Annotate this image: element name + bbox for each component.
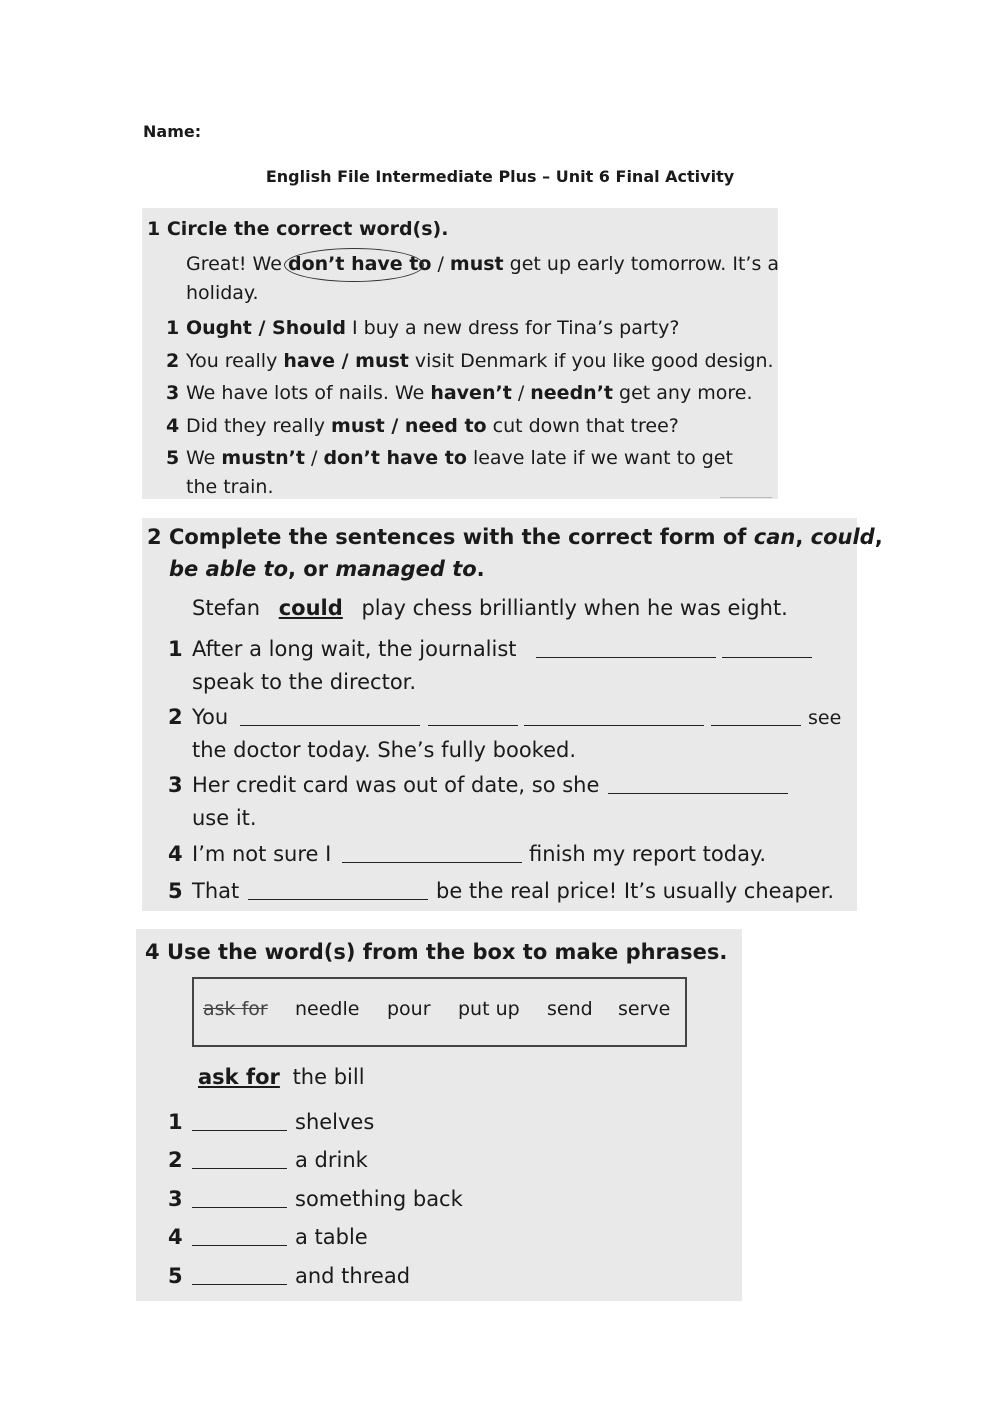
- word-could: could: [810, 525, 875, 549]
- answer-blank[interactable]: [608, 792, 788, 794]
- exercise-4-heading: [145, 940, 727, 964]
- punct: .: [476, 557, 485, 581]
- item-text: That: [192, 879, 240, 903]
- box-word: ask for: [203, 998, 268, 1020]
- item-text: visit Denmark if you like good design.: [408, 350, 774, 372]
- exercise-1-example: [186, 253, 779, 275]
- example-text-end: get up early tomorrow. It’s a: [503, 253, 780, 275]
- item-text-cont: speak to the director.: [192, 670, 417, 694]
- item-number: 1: [166, 317, 180, 339]
- example-text: Great! We: [186, 253, 288, 275]
- item-text-cont: the doctor today. She’s fully booked.: [192, 738, 577, 762]
- answer-blank[interactable]: [192, 1206, 287, 1208]
- item-text: /: [304, 447, 324, 469]
- punct: ,: [795, 525, 811, 549]
- ex1-item-1: [186, 317, 679, 339]
- item-text: something back: [295, 1187, 463, 1211]
- answer-blank[interactable]: [524, 724, 704, 726]
- answer-blank[interactable]: [428, 724, 518, 726]
- exercise-1-heading: [147, 218, 448, 240]
- answer-blank[interactable]: [722, 656, 812, 658]
- item-text: I’m not sure I: [192, 842, 332, 866]
- example-text-end: play chess brilliantly when he was eight.: [354, 596, 788, 620]
- ex1-item-2: [186, 350, 774, 372]
- ex1-item-3: [186, 382, 753, 404]
- answer-option[interactable]: don’t have to: [323, 447, 467, 469]
- item-text: We: [186, 447, 222, 469]
- item-text: shelves: [295, 1110, 375, 1134]
- exercise-4-title: Use the word(s) from the box to make phrases.: [166, 940, 728, 964]
- item-text: a drink: [295, 1148, 368, 1172]
- example-separator: /: [431, 253, 450, 275]
- answer-option[interactable]: Ought / Should: [186, 317, 346, 339]
- item-text-cont: use it.: [192, 806, 257, 830]
- item-5-continuation: the train.: [186, 476, 274, 498]
- item-text: see: [808, 707, 842, 729]
- word-managed-to: managed to: [335, 557, 477, 581]
- item-number: 4: [166, 415, 180, 437]
- answer-blank[interactable]: [342, 861, 522, 863]
- box-word: pour: [387, 998, 431, 1020]
- name-label: Name:: [143, 122, 202, 141]
- item-text: /: [511, 382, 531, 404]
- example-text: the bill: [292, 1065, 365, 1089]
- worksheet-title: English File Intermediate Plus – Unit 6 Final Activity: [265, 167, 735, 186]
- exercise-4-example: [192, 1065, 365, 1089]
- item-text: After a long wait, the journalist: [192, 637, 517, 661]
- answer-option[interactable]: needn’t: [530, 382, 613, 404]
- exercise-2-heading-cont: [169, 557, 485, 581]
- item-number: 3: [168, 1187, 183, 1211]
- item-text: a table: [295, 1225, 368, 1249]
- item-number: 4: [168, 842, 183, 866]
- item-number: 1: [168, 1110, 183, 1134]
- item-text: We have lots of nails. We: [186, 382, 431, 404]
- item-text: and thread: [295, 1264, 411, 1288]
- punct: ,: [874, 525, 883, 549]
- item-text: Did they really: [186, 415, 332, 437]
- example-continuation: holiday.: [186, 282, 259, 304]
- box-word: needle: [295, 998, 360, 1020]
- answer-blank[interactable]: [192, 1283, 287, 1285]
- answer-blank[interactable]: [248, 898, 428, 900]
- item-text: You really: [186, 350, 284, 372]
- exercise-2-example: [192, 596, 788, 620]
- item-text-end: finish my report today.: [529, 842, 767, 866]
- example-text: Stefan: [192, 596, 267, 620]
- box-word: serve: [618, 998, 671, 1020]
- item-number: 3: [168, 773, 183, 797]
- example-answer: ask for: [198, 1065, 280, 1089]
- answer-option[interactable]: haven’t: [430, 382, 512, 404]
- item-number: 5: [166, 447, 180, 469]
- answer-blank[interactable]: [192, 1129, 287, 1131]
- ex1-item-5: [186, 447, 733, 469]
- answer-blank[interactable]: [536, 656, 716, 658]
- answer-circle: [284, 248, 424, 282]
- item-number: 2: [168, 1148, 183, 1172]
- box-word: send: [547, 998, 593, 1020]
- example-option-2: must: [449, 253, 504, 275]
- word-be-able-to: be able to: [169, 557, 289, 581]
- item-number: 5: [168, 879, 183, 903]
- item-number: 2: [168, 705, 183, 729]
- ex1-item-4: [186, 415, 679, 437]
- exercise-1-number: 1: [147, 218, 161, 240]
- exercise-2-number: 2: [147, 525, 162, 549]
- exercise-2-title: Complete the sentences with the correct form of: [168, 525, 754, 549]
- item-number: 1: [168, 637, 183, 661]
- example-answer: could: [278, 596, 343, 620]
- box-word: put up: [458, 998, 520, 1020]
- answer-option[interactable]: have / must: [283, 350, 409, 372]
- item-number: 3: [166, 382, 180, 404]
- answer-blank[interactable]: [192, 1244, 287, 1246]
- answer-blank[interactable]: [192, 1167, 287, 1169]
- item-text: I buy a new dress for Tina’s party?: [345, 317, 680, 339]
- item-text: get any more.: [613, 382, 753, 404]
- answer-option[interactable]: mustn’t: [221, 447, 305, 469]
- exercise-1-title: Circle the correct word(s).: [166, 218, 449, 240]
- exercise-2-heading: [147, 525, 883, 549]
- answer-option[interactable]: must / need to: [331, 415, 487, 437]
- item-text: You: [192, 705, 229, 729]
- item-number: 2: [166, 350, 180, 372]
- item-number: 5: [168, 1264, 183, 1288]
- item-text-end: be the real price! It’s usually cheaper.: [436, 879, 835, 903]
- punct: , or: [288, 557, 336, 581]
- item-text: leave late if we want to get: [466, 447, 733, 469]
- item-number: 4: [168, 1225, 183, 1249]
- item-text: cut down that tree?: [486, 415, 679, 437]
- divider: [720, 497, 772, 498]
- example-circled-answer: don’t have to: [287, 253, 432, 275]
- ex2-item-1: [192, 637, 517, 661]
- exercise-4-number: 4: [145, 940, 160, 964]
- answer-blank[interactable]: [711, 724, 801, 726]
- item-text: Her credit card was out of date, so she: [192, 773, 600, 797]
- word-can: can: [753, 525, 796, 549]
- answer-blank[interactable]: [240, 724, 420, 726]
